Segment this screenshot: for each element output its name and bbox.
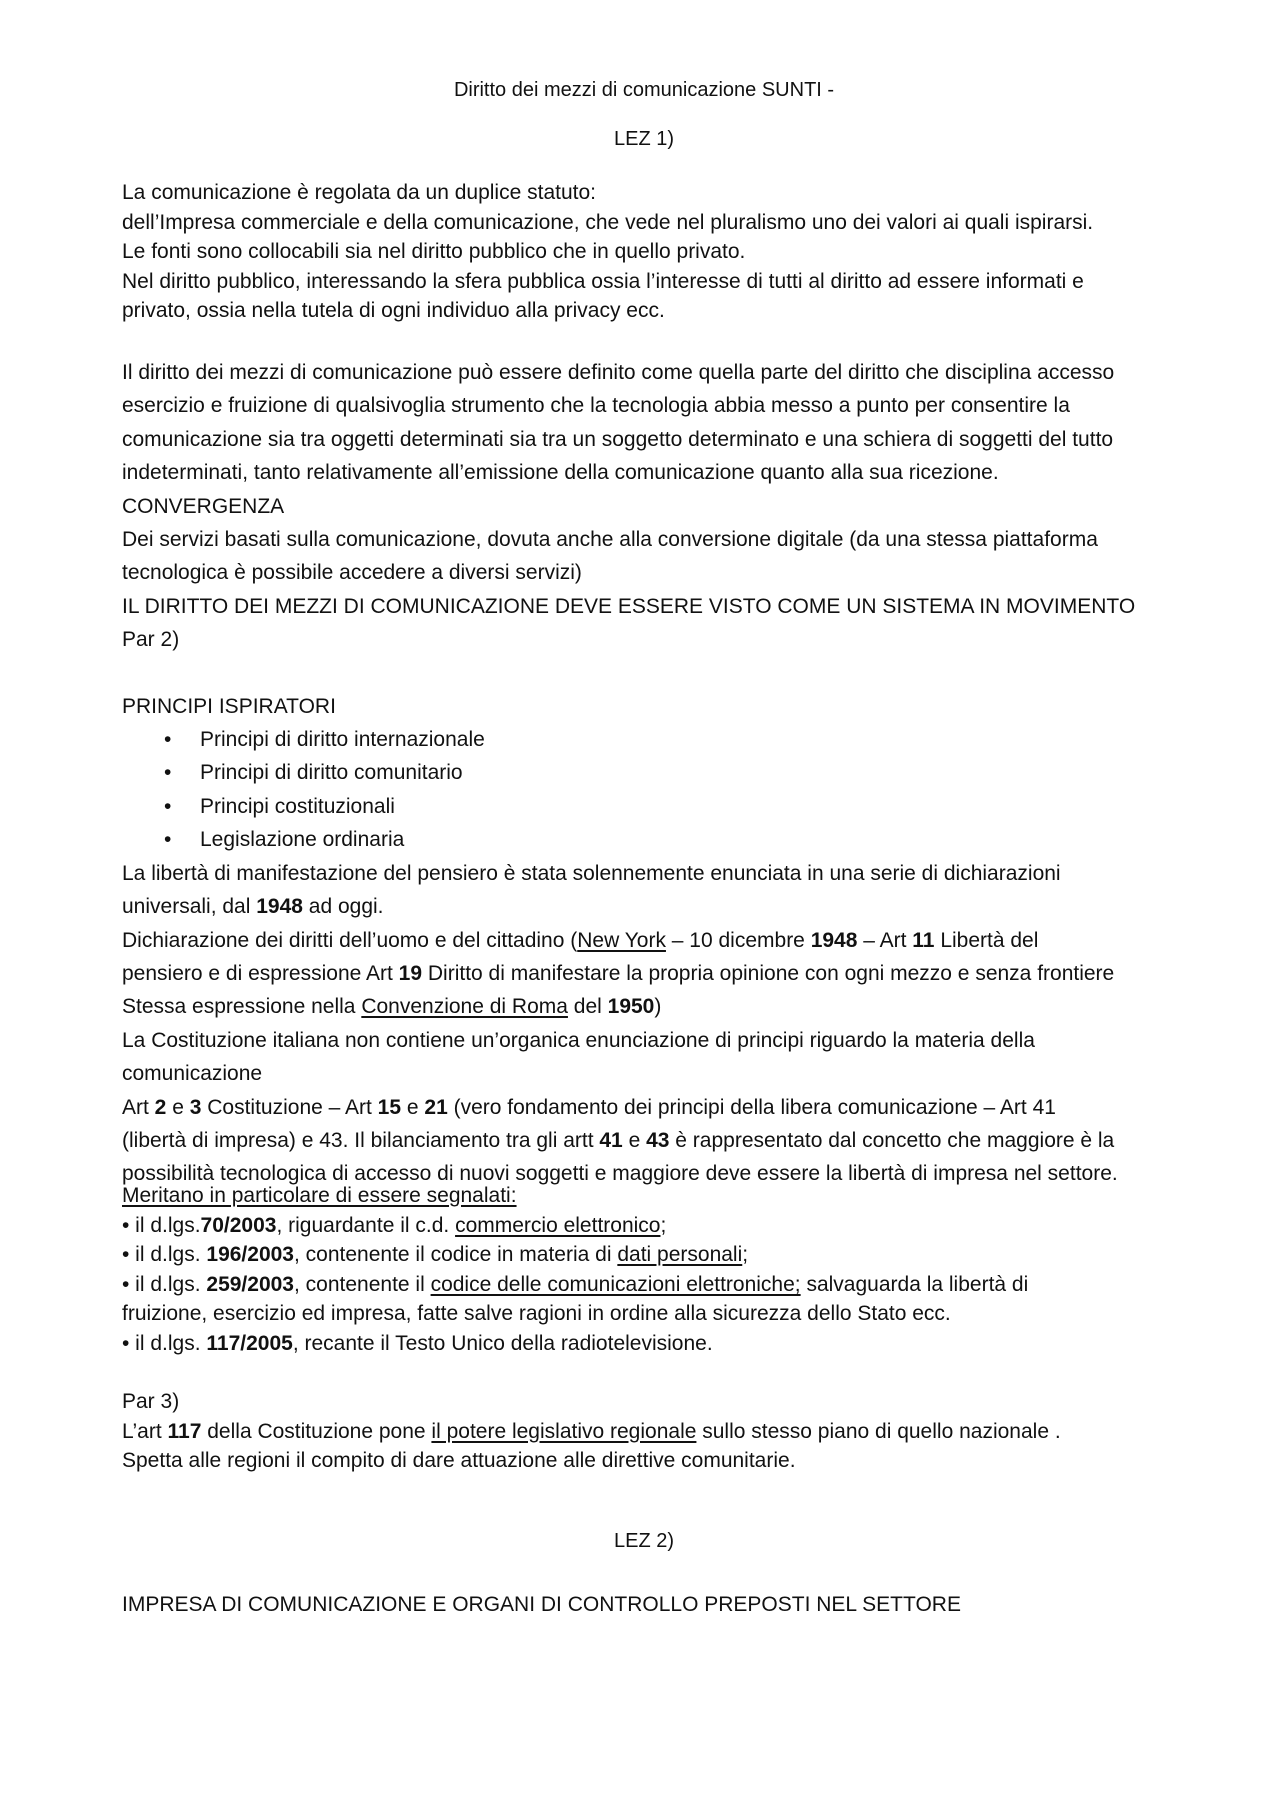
liberty-line: possibilità tecnologica di accesso di nuovi soggetti e maggiore deve essere la libertà di impresa nel settore. [122, 1162, 1118, 1186]
definition-line: Il diritto dei mezzi di comunicazione può essere definito come quella parte del diritto che disciplina accesso [122, 361, 1115, 384]
list-item: • Principi di diritto comunitario [122, 756, 1172, 789]
lez1-heading: LEZ 1) [613, 128, 675, 150]
principles-heading: PRINCIPI ISPIRATORI [122, 694, 336, 718]
list-item: • Principi di diritto internazionale [122, 723, 1172, 756]
intro-line: dell’Impresa commerciale e della comunicazione, che vede nel pluralismo uno dei valori ai quali ispirarsi. [122, 210, 1094, 234]
lez1-heading-block [0, 128, 1280, 151]
lez2-heading-block [0, 1530, 1280, 1553]
liberty-line: pensiero e di espressione Art 19 Diritto di manifestare la propria opinione con ogni mezzo e senza frontiere [122, 961, 1115, 985]
decree-item: • il d.lgs. 259/2003, contenente il codice delle comunicazioni elettroniche; salvaguarda la libertà di [122, 1272, 1029, 1296]
liberty-line: (libertà di impresa) e 43. Il bilanciamento tra gli artt 41 e 43 è rappresentato dal concetto che maggiore è la [122, 1128, 1115, 1152]
par2-heading: Par 2) [122, 628, 180, 652]
principles-list [122, 723, 1172, 857]
definition-section [122, 356, 1172, 1191]
intro-line: La comunicazione è regolata da un duplice statuto: [122, 181, 596, 204]
convenzione-roma-link: Convenzione di Roma [361, 995, 568, 1019]
document-title: Diritto dei mezzi di comunicazione SUNTI - [453, 79, 835, 101]
liberty-line: Art 2 e 3 Costituzione – Art 15 e 21 (vero fondamento dei principi della libera comunicazione – Art 41 [122, 1095, 1056, 1119]
liberty-line: La libertà di manifestazione del pensiero è stata solennemente enunciata in una serie di dichiarazioni [122, 861, 1061, 885]
definition-line: Dei servizi basati sulla comunicazione, dovuta anche alla conversione digitale (da una stessa piattaforma [122, 528, 1098, 552]
document-title-block [0, 79, 1280, 102]
list-item: • Legislazione ordinaria [122, 823, 1172, 856]
liberty-line: Dichiarazione dei diritti dell’uomo e del cittadino (New York – 10 dicembre 1948 – Art 11 Libertà del [122, 928, 1039, 952]
liberty-line: universali, dal 1948 ad oggi. [122, 895, 384, 919]
decree-item: • il d.lgs.70/2003, riguardante il c.d. commercio elettronico; [122, 1213, 667, 1237]
final-heading: IMPRESA DI COMUNICAZIONE E ORGANI DI CONTROLLO PREPOSTI NEL SETTORE [122, 1593, 961, 1616]
convergenza-heading: CONVERGENZA [122, 494, 285, 518]
par3-line: Spetta alle regioni il compito di dare attuazione alle direttive comunitarie. [122, 1449, 796, 1472]
definition-line: comunicazione sia tra oggetti determinati sia tra un soggetto determinato e una schiera di soggetti del tutto [122, 427, 1114, 451]
intro-section [122, 178, 1172, 326]
decree-item: • il d.lgs. 196/2003, contenente il codice in materia di dati personali; [122, 1243, 749, 1266]
par3-heading: Par 3) [122, 1390, 180, 1413]
intro-line: Le fonti sono collocabili sia nel diritto pubblico che in quello privato. [122, 240, 746, 263]
lez2-heading: LEZ 2) [613, 1530, 675, 1552]
new-york-link: New York [577, 928, 666, 952]
decrees-heading: Meritano in particolare di essere segnalati: [122, 1184, 517, 1207]
intro-line: Nel diritto pubblico, interessando la sfera pubblica ossia l’interesse di tutti al diritto ad essere informati e [122, 269, 1084, 293]
decree-item: • il d.lgs. 117/2005, recante il Testo Unico della radiotelevisione. [122, 1331, 713, 1355]
liberty-line: Stessa espressione nella Convenzione di Roma del 1950) [122, 995, 662, 1019]
decree-item: fruizione, esercizio ed impresa, fatte salve ragioni in ordine alla sicurezza dello Stato ecc. [122, 1302, 951, 1325]
liberty-line: La Costituzione italiana non contiene un’organica enunciazione di principi riguardo la materia della [122, 1028, 1035, 1052]
decrees-section [122, 1181, 1172, 1476]
list-item: • Principi costituzionali [122, 790, 1172, 823]
definition-line: indeterminati, tanto relativamente all’emissione della comunicazione quanto alla sua ricezione. [122, 461, 999, 485]
liberty-line: comunicazione [122, 1062, 263, 1086]
intro-line: privato, ossia nella tutela di ogni individuo alla privacy ecc. [122, 299, 665, 322]
definition-line: tecnologica è possibile accedere a diversi servizi) [122, 561, 582, 585]
final-heading-block [122, 1593, 1172, 1617]
system-statement: IL DIRITTO DEI MEZZI DI COMUNICAZIONE DEVE ESSERE VISTO COME UN SISTEMA IN MOVIMENTO [122, 594, 1136, 618]
definition-line: esercizio e fruizione di qualsivoglia strumento che la tecnologia abbia messo a punto per consentire la [122, 394, 1070, 418]
par3-line: L’art 117 della Costituzione pone il potere legislativo regionale sullo stesso piano di quello nazionale . [122, 1419, 1061, 1443]
